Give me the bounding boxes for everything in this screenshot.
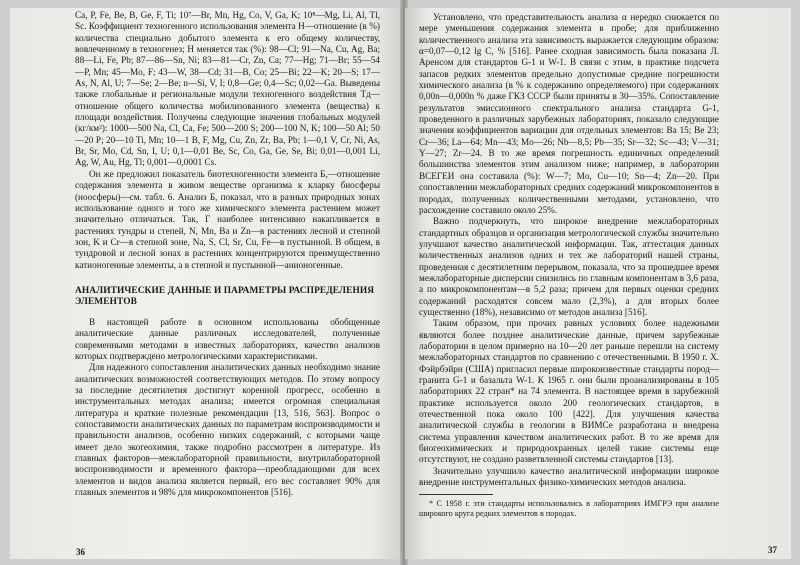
paragraph: Важно подчеркнуть, что широкое внедрение межлабораторных стандартных образцов и организация метрологической службы значительно улучшают качество аналитической информации. Так, аттестация данных количественных анализов одних и тех же лабораторий нашей страны, проведенная с десятилетним перерывом, показала, что за прошедшее время межлабораторные дисперсии снизились по главным компонентам в 3,6 раза, а по микрокомпонентам—в 5,2 раза; причем для первых оценки средних содержаний расходятся совсем мало (2,3%), а для вторых более существенно (18%), независимо от методов анализа [516]. [419, 216, 719, 317]
paragraph: Для надежного сопоставления аналитических данных необходимо знание аналитических возможностей соответствующих методов. По этому вопросу за последние десятилетия достигнут коренной прогресс, особенно в инструментальных методах анализа; имеется огромная специальная литература и краткие полезные рекомендации [13, 516, 563]. Вопрос о сопоставимости аналитических данных по параметрам воспроизводимости и правильности анализов, особенно низких содержаний, с которыми чаще имеет дело экогеохимия, также подробно рассмотрен в литературе. Из главных факторов—межлабораторной правильности, внутрилабораторной воспроизводимости и временного фактора—преобладающими для всех элементов и видов анализа является первый, его вес составляет 90% для главных элементов и 98% для микрокомпонентов [516]. [75, 362, 380, 498]
paragraph: Таким образом, при прочих равных условиях более надежными являются более позднее аналитические данные, причем зарубежные лаборатории в целом примерно на 10—20 лет раньше перешли на систему межлабораторных стандартов по сравнению с отечественными. В 1950 г. Х. Фэйрбэйрн (США) пригласил первые широкоизвестные стандарты пород—гранита G-1 и базальта W-1. К 1965 г. они были проанализированы в 105 лабораториях 22 стран* на 74 элемента. В настоящее время в зарубежной практике используется около 200 геологических стандартов, в отечественной пока около 100 [422]. Для улучшения качества аналитической службы в геологии в ВИМСе разработана и внедрена система управления качеством аналитических работ. В то же время для биогеохимических и природоохранных целей такие системы еще отсутствуют, не создано разветвленной системы стандартов [13]. [419, 318, 719, 465]
paragraph: Он же предложил показатель биотехногенности элемента Б,—отношение содержания элемента в живом веществе организма к кларку биосферы (ноосферы)—см. табл. 6. Анализ Б, показал, что в разных природных зонах использование одного и того же химического элемента растением может значительно отличаться. Так, Г наиболее интенсивно накапливается в растениях тундры и степей, N, Mn, Ba и Zn—в растениях лесной и степной зон, K и Cr—в степной зоне, Na, S, Cl, Sr, Cu, Fe—в пустынной. В общем, в тундровой и лесной зонах в растениях концентрируются преимущественно катионогенные элементы, а в степной и пустынной—анионогенные. [75, 168, 380, 270]
left-page [10, 8, 403, 559]
footnote: * С 1958 г. эти стандарты использовались в лабораториях ИМГРЭ при анализе широкого круга редких элементов в породах. [419, 499, 719, 519]
paragraph: Значительно улучшило качество аналитической информации широкое внедрение инструментальных физико-химических методов анализа. [419, 465, 719, 488]
left-text-column [75, 10, 380, 498]
paragraph: Ca, P, Fe, Be, B, Ge, F, Ti; 10⁷—Br, Mn, Hg, Co, V, Ga, K; 10⁸—Mg, Li, Al, Tl, Sc. Коэффициент техногенного использования элемента H—отношение (в %) количества специально добытого элемента к его общему количеству, вовлеченному в техногенез; H меняется так (%): 98—Cl; 91—Na, Cu, Ag, Ba; 88—Li, Fe, Pb; 87—86—Sn, Ni; 83—81—Cr, Zn, Ca; 77—Hg; 71—Br; 55—54—P, Mn; 45—Mo, F; 43—W, 38—Cd; 31—B, Co; 25—Bi; 22—K; 20—S; 17—As, N, Al, U; 7—Se; 2—Be; n—Si, V, I; 0,8—Ge; 0,4—Sc; 0,02—Ga. Выведены также глобальные и региональные модули техногенного воздействия Tд—отношение общего количества мобилизованного элемента (вещества) к площади воздействия. Получены следующие значения глобальных модулей (кг/км²): 1000—500 Na, Cl, Ca, Fe; 500—200 S; 200—100 N, K; 100—50 Al; 50—20 P; 20—10 Ti, Mn; 10—1 B, F, Mg, Cu, Zn, Zr, Ba, Pb; 1—0,1 V, Cr, Ni, As, Br, Sr, Mo, Cd, Sn, I, U; 0,1—0,01 Be, Sc, Co, Ga, Ge, Se, Bi; 0,01—0,001 Li, Ag, W, Au, Hg, Tl; 0,001—0,0001 Cs. [75, 10, 380, 168]
page-number: 36 [76, 547, 85, 557]
section-heading: АНАЛИТИЧЕСКИЕ ДАННЫЕ И ПАРАМЕТРЫ РАСПРЕДЕЛЕНИЯ ЭЛЕМЕНТОВ [75, 285, 375, 307]
page-number: 37 [768, 545, 777, 555]
paragraph: В настоящей работе в основном использованы обобщенные аналитические данные различных исследователей, полученные современными методами в известных лабораториях, качество анализов которых подтверждено метрологическими характеристиками. [75, 316, 380, 361]
right-text-column [419, 12, 719, 519]
right-page [405, 8, 791, 559]
paragraph: Установлено, что представительность анализа α нередко снижается по мере уменьшения содержания элемента в пробе; для приближенно количественного анализа эта зависимость выражается следующим образом: α=0,07—0,12 lg C, % [516]. Ранее сходная зависимость была показана Л. Аренсом для стандартов G-1 и W-1. В связи с этим, в практике подсчета запасов редких элементов предельно допустимые средние погрешности химического анализа (в % к содержанию определяемого) при содержаниях 0,00n—0,000n % даже ГКЗ СССР были приняты в 30—35%. Сопоставление результатов эмиссионного спектрального анализа стандарта G-1, проведенного в различных зарубежных лабораториях, показало следующие значения коэффициентов вариации для отдельных элементов: Ba 15; Be 23; Cr—36; La—64; Mn—43; Mo—26; Nb—8,5; Pb—35; Sr—32; Sc—43; V—31; Y—27; Zr—24. В то же время погрешность единичных определений большинства элементов этим анализом ниже; например, в лаборатории ВСЕГЕИ она составила (%): W—7; Mo, Cu—10; Sn—4; Zn—20. При сопоставлении межлабораторных средних содержаний микрокомпонентов в породах, полученных количественными методами, установлено, что расхождение составило около 25%. [419, 12, 719, 215]
footnote-rule [419, 494, 493, 495]
